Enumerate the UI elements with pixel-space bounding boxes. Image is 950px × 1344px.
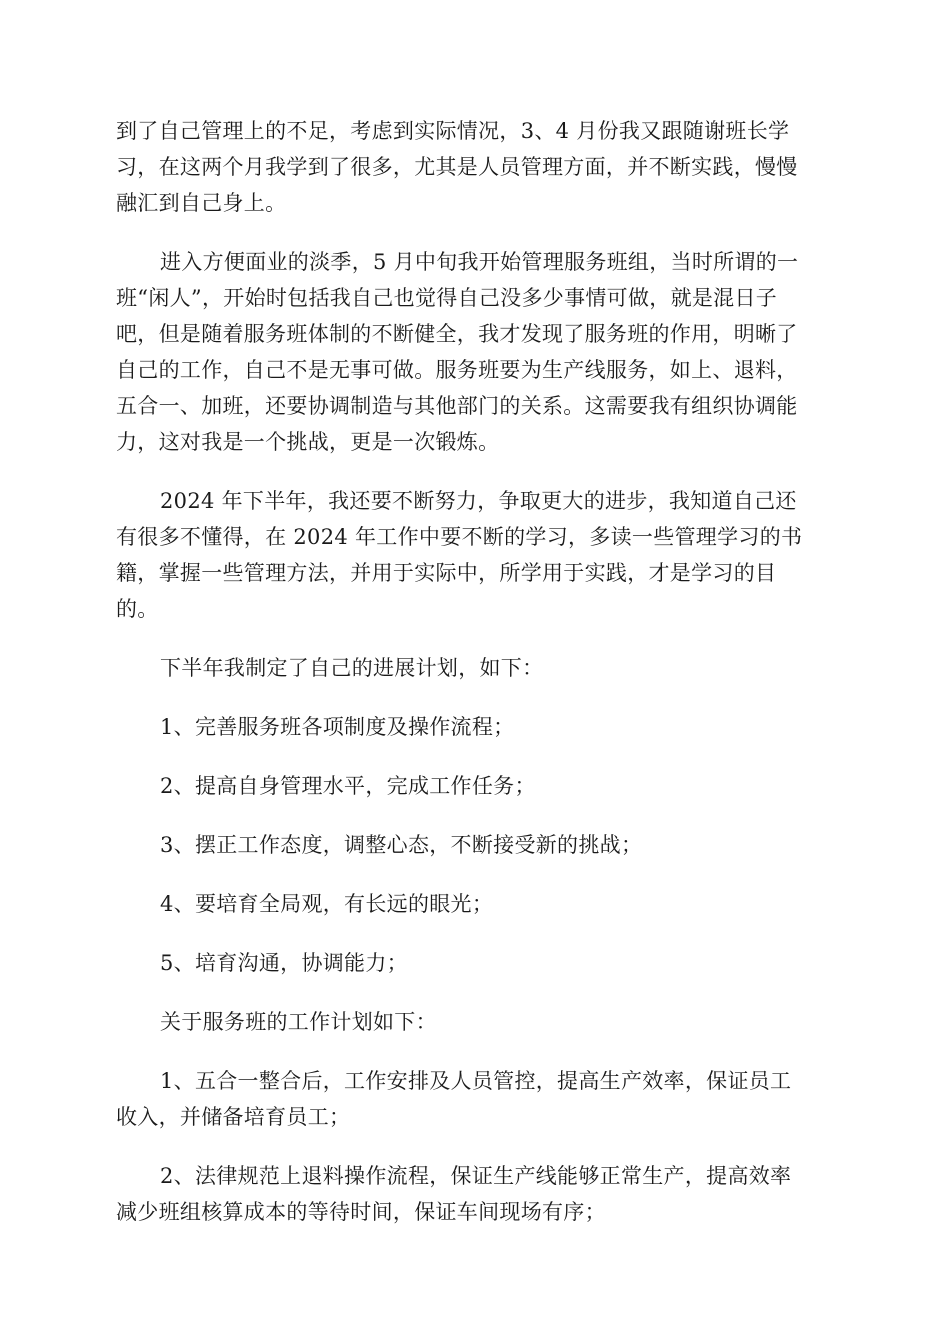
text-line: 五合一、加班，还要协调制造与其他部门的关系。这需要我有组织协调能 (116, 394, 798, 418)
plan-item: 5、培育沟通，协调能力； (160, 951, 408, 975)
plan-intro: 下半年我制定了自己的进展计划，如下： (160, 656, 544, 680)
text-line: 2、法律规范上退料操作流程，保证生产线能够正常生产，提高效率 (160, 1164, 792, 1188)
text-line: 1、五合一整合后，工作安排及人员管控，提高生产效率，保证员工 (160, 1069, 792, 1093)
text-line: 力，这对我是一个挑战，更是一次锻炼。 (116, 430, 500, 454)
text-line: 有很多不懂得，在 2024 年工作中要不断的学习，多读一些管理学习的书 (116, 525, 803, 549)
text-line: 融汇到自己身上。 (116, 191, 287, 215)
paragraph-service-team (116, 244, 834, 460)
text-line: 习，在这两个月我学到了很多，尤其是人员管理方面，并不断实践，慢慢 (116, 155, 798, 179)
work-item (116, 1158, 834, 1230)
text-line: 2024 年下半年，我还要不断努力，争取更大的进步，我知道自己还 (160, 489, 797, 513)
plan-item: 1、完善服务班各项制度及操作流程； (160, 715, 515, 739)
plan-item: 2、提高自身管理水平，完成工作任务； (160, 774, 536, 798)
text-line: 收入，并储备培育员工； (116, 1105, 351, 1129)
text-line: 减少班组核算成本的等待时间，保证车间现场有序； (116, 1200, 606, 1224)
work-intro: 关于服务班的工作计划如下： (160, 1010, 437, 1034)
plan-item: 4、要培育全局观，有长远的眼光； (160, 892, 494, 916)
paragraph-management-shortfall (116, 113, 834, 221)
text-line: 籍，掌握一些管理方法，并用于实际中，所学用于实践，才是学习的目 (116, 561, 777, 585)
paragraph-second-half-goals (116, 483, 834, 627)
text-line: 进入方便面业的淡季，5 月中旬我开始管理服务班组，当时所谓的一 (160, 250, 799, 274)
text-line: 自己的工作，自己不是无事可做。服务班要为生产线服务，如上、退料， (116, 358, 798, 382)
plan-item: 3、摆正工作态度，调整心态，不断接受新的挑战； (160, 833, 643, 857)
work-item (116, 1063, 834, 1135)
text-line: 班“闲人”，开始时包括我自己也觉得自己没多少事情可做，就是混日子 (116, 286, 778, 310)
document-page (116, 113, 834, 1253)
text-line: 的。 (116, 597, 159, 621)
text-line: 吧，但是随着服务班体制的不断健全，我才发现了服务班的作用，明晰了 (116, 322, 798, 346)
text-line: 到了自己管理上的不足，考虑到实际情况，3、4 月份我又跟随谢班长学 (116, 119, 790, 143)
